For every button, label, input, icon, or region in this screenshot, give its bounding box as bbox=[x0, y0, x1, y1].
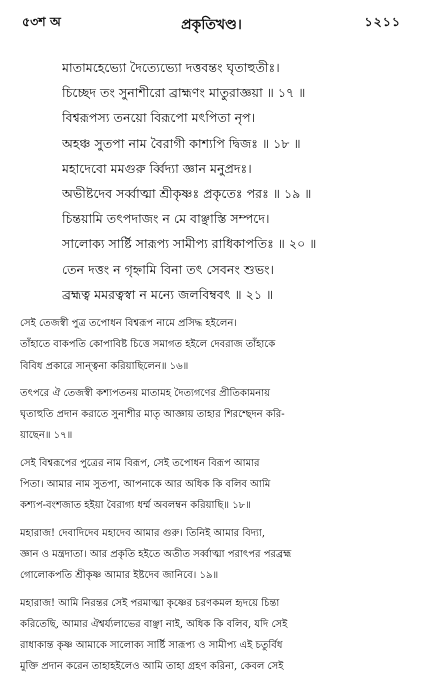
commentary-line: রাধাকান্ত কৃষ্ণ আমাকে সালোক্য সার্ষ্টি সারূপ্য ও সামীপ্য এই চতুর্বিধ bbox=[20, 640, 283, 652]
commentary-line: বিবিধ প্রকারে সান্ত্বনা করিয়াছিলেন॥ ১৬॥ bbox=[20, 360, 189, 372]
verse-line: মাতামহেভ্যো দৈত্যেভ্যো দত্তবন্তং ঘৃতাহুতীঃ। bbox=[62, 60, 280, 75]
running-header bbox=[22, 14, 401, 36]
chapter-number: ৫৩শ অ bbox=[22, 14, 61, 29]
commentary-line: সেই তেজস্বী পুত্র তপোধন বিশ্বরূপ নামে প্রসিদ্ধ হইলেন। bbox=[20, 318, 237, 329]
verse-line: ব্রহ্মত্ব মমরত্বস্বা ন মন্যে জলবিম্ববৎ ॥ ২১ ॥ bbox=[62, 286, 274, 302]
commentary-paragraph bbox=[20, 523, 410, 587]
commentary-line: মহারাজ! আমি নিরন্তর সেই পরমাত্মা কৃষ্ণের চরণকমল হৃদয়ে চিন্তা bbox=[20, 597, 280, 609]
commentary-line: জ্ঞান ও মন্ত্রদাতা। আর প্রকৃতি হইতে অতীত সর্ব্বাত্মা পরাৎপর পরব্রহ্ম bbox=[20, 548, 292, 560]
commentary-paragraph bbox=[20, 593, 410, 678]
verse-line: বিশ্বরূপস্য তনয়ো বিরূপো মৎপিতা নৃপ। bbox=[62, 110, 256, 126]
verse-line: চিন্তয়ামি তৎপদাজং ন মে বাঞ্ছাস্তি সম্পদে। bbox=[62, 211, 270, 227]
verse-line: মহাদেবো মমগুরু র্ব্বিদ্যা জ্ঞান মনুপ্রদঃ। bbox=[62, 160, 252, 176]
commentary-line: করিতেছি, আমার ঐশ্বর্য্যলাভের বাঞ্ছা নাই, অধিক কি বলিব, যদি সেই bbox=[20, 618, 288, 630]
commentary-line: সেই বিশ্বরূপের পুত্রের নাম বিরূপ, সেই তপোধন বিরূপ আমার bbox=[20, 457, 260, 469]
verse-line: চিচ্ছেদ তং সুনাশীরো ব্রাহ্মণং মাতুরাজ্ঞয়া ॥ ১৭ ॥ bbox=[62, 85, 306, 101]
verse-line: তেন দত্তং ন গৃহ্নামি বিনা তৎ সেবনং শুভং। bbox=[62, 261, 275, 277]
commentary-line: পিতা। আমার নাম সুতপা, আপনাকে আর অধিক কি বলিব আমি bbox=[20, 479, 271, 491]
verse-line: অভীষ্টদেব সর্ব্বাত্মা শ্রীকৃষ্ণঃ প্রকৃতেঃ পরঃ ॥ ১৯ ॥ bbox=[62, 185, 312, 201]
commentary-line: মুক্তি প্রদান করেন তাহাহইলেও আমি তাহা গ্রহণ করিনা, কেবল সেই bbox=[20, 661, 284, 673]
commentary-paragraph bbox=[20, 383, 410, 447]
page-number: ১২১১ bbox=[364, 14, 401, 29]
section-title: প্রকৃতিখণ্ড। bbox=[181, 17, 242, 33]
verse-line: অহঞ্চ সুতপা নাম বৈরাগী কাশ্যপি দ্বিজঃ ॥ ১৮ ॥ bbox=[62, 135, 301, 151]
commentary-line: কশ্যপ-বংশজাত হইয়া বৈরাগ্য ধর্ম্ম অবলম্বন করিয়াছি॥ ১৮॥ bbox=[20, 500, 251, 512]
commentary-paragraph bbox=[20, 313, 410, 377]
commentary-line: ঘৃতাহুতি প্রদান করাতে সুনাশীর মাতৃ আজ্ঞায় তাহার শিরশ্ছেদন করি- bbox=[20, 409, 285, 421]
commentary-line: তৎপরে ঐ তেজস্বী কশ্যপতনয় মাতামহ দৈত্যগণের প্রীতিকামনায় bbox=[20, 387, 271, 399]
verse-line: সালোক্য সার্ষ্টি সারূপ্য সামীপ্য রাধিকাপতিঃ ॥ ২০ ॥ bbox=[62, 236, 317, 252]
sanskrit-verses bbox=[62, 55, 412, 307]
bengali-commentary bbox=[20, 313, 410, 678]
commentary-line: মহারাজ! দেবাদিদেব মহাদেব আমার গুরু। তিনিই আমার বিদ্যা, bbox=[20, 527, 265, 539]
commentary-line: তাঁহাতে বাকপতি কোপাবিষ্ট চিত্তে সমাগত হইলে দেবরাজ তাঁহাকে bbox=[20, 339, 276, 351]
commentary-paragraph bbox=[20, 453, 410, 517]
commentary-line: গোলোকপতি শ্রীকৃষ্ণ আমার ইষ্টদেব জানিবে। ১৯॥ bbox=[20, 570, 219, 582]
commentary-line: য়াছেন॥ ১৭॥ bbox=[20, 430, 73, 442]
